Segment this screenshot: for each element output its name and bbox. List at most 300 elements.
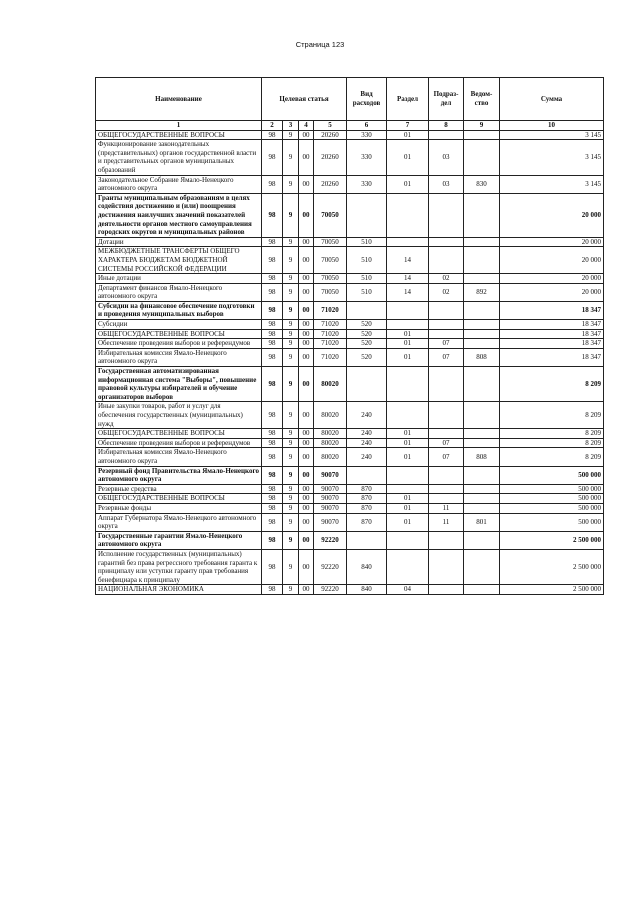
row-name: Аппарат Губернатора Ямало-Ненецкого автономного округа bbox=[96, 513, 262, 531]
row-code-c9 bbox=[464, 274, 500, 284]
row-code-c7: 14 bbox=[387, 274, 429, 284]
row-code-c9 bbox=[464, 140, 500, 175]
row-code-c7: 01 bbox=[387, 429, 429, 439]
row-code-c8 bbox=[429, 247, 464, 274]
column-number-row bbox=[96, 121, 604, 131]
table-row bbox=[96, 283, 604, 301]
col-header-podrazdel: Подраз-дел bbox=[429, 78, 464, 121]
row-code-c6: 510 bbox=[347, 247, 387, 274]
row-sum: 18 347 bbox=[500, 329, 604, 339]
row-sum: 500 000 bbox=[500, 466, 604, 484]
row-code-c3: 9 bbox=[283, 503, 299, 513]
col-header-vedomstvo: Ведом-ство bbox=[464, 78, 500, 121]
row-code-c9 bbox=[464, 339, 500, 349]
row-code-c7: 14 bbox=[387, 247, 429, 274]
row-name: Субсидии bbox=[96, 320, 262, 330]
col-number: 8 bbox=[429, 121, 464, 131]
row-code-c4: 00 bbox=[299, 484, 314, 494]
row-code-c2: 98 bbox=[262, 348, 283, 366]
table-row bbox=[96, 348, 604, 366]
row-code-c2: 98 bbox=[262, 320, 283, 330]
row-sum: 18 347 bbox=[500, 348, 604, 366]
row-code-c7 bbox=[387, 402, 429, 429]
row-sum: 2 500 000 bbox=[500, 549, 604, 584]
row-code-c7 bbox=[387, 549, 429, 584]
row-code-c4: 00 bbox=[299, 130, 314, 140]
row-code-c5: 90070 bbox=[314, 513, 347, 531]
row-code-c5: 71020 bbox=[314, 339, 347, 349]
row-code-c5: 80020 bbox=[314, 438, 347, 448]
row-sum: 2 500 000 bbox=[500, 531, 604, 549]
row-code-c9 bbox=[464, 402, 500, 429]
row-code-c6: 840 bbox=[347, 585, 387, 595]
row-name: НАЦИОНАЛЬНАЯ ЭКОНОМИКА bbox=[96, 585, 262, 595]
row-code-c2: 98 bbox=[262, 503, 283, 513]
row-code-c8 bbox=[429, 494, 464, 504]
row-code-c8: 07 bbox=[429, 348, 464, 366]
row-code-c4: 00 bbox=[299, 531, 314, 549]
page-header: Страница 123 bbox=[295, 40, 345, 49]
table-row bbox=[96, 503, 604, 513]
row-code-c4: 00 bbox=[299, 320, 314, 330]
col-number: 1 bbox=[96, 121, 262, 131]
row-code-c2: 98 bbox=[262, 466, 283, 484]
row-code-c3: 9 bbox=[283, 175, 299, 193]
row-code-c8 bbox=[429, 585, 464, 595]
row-code-c2: 98 bbox=[262, 247, 283, 274]
row-code-c2: 98 bbox=[262, 438, 283, 448]
row-code-c7: 01 bbox=[387, 494, 429, 504]
col-number: 3 bbox=[283, 121, 299, 131]
row-code-c5: 80020 bbox=[314, 429, 347, 439]
row-code-c3: 9 bbox=[283, 466, 299, 484]
row-code-c7: 01 bbox=[387, 438, 429, 448]
row-code-c3: 9 bbox=[283, 429, 299, 439]
col-header-summa: Сумма bbox=[500, 78, 604, 121]
row-name: Иные закупки товаров, работ и услуг для обеспечения государственных (муниципальных) нужд bbox=[96, 402, 262, 429]
row-code-c4: 00 bbox=[299, 193, 314, 237]
row-code-c6 bbox=[347, 531, 387, 549]
row-code-c3: 9 bbox=[283, 448, 299, 466]
row-name: Гранты муниципальным образованиям в целях содействия достижению и (или) поощрения достижения наилучших значений показателей деятельности органов местного самоуправления городских округов и муниципальных районов bbox=[96, 193, 262, 237]
row-code-c5: 92220 bbox=[314, 585, 347, 595]
row-code-c3: 9 bbox=[283, 484, 299, 494]
row-code-c7: 14 bbox=[387, 283, 429, 301]
row-code-c5: 70050 bbox=[314, 283, 347, 301]
row-code-c4: 00 bbox=[299, 513, 314, 531]
row-code-c6: 510 bbox=[347, 283, 387, 301]
row-code-c2: 98 bbox=[262, 175, 283, 193]
row-code-c8 bbox=[429, 301, 464, 319]
table-row bbox=[96, 320, 604, 330]
row-code-c4: 00 bbox=[299, 367, 314, 402]
row-name: ОБЩЕГОСУДАРСТВЕННЫЕ ВОПРОСЫ bbox=[96, 429, 262, 439]
row-code-c4: 00 bbox=[299, 549, 314, 584]
row-code-c6: 330 bbox=[347, 140, 387, 175]
row-code-c7: 01 bbox=[387, 130, 429, 140]
row-sum: 3 145 bbox=[500, 130, 604, 140]
row-code-c7 bbox=[387, 237, 429, 247]
row-code-c4: 00 bbox=[299, 274, 314, 284]
row-code-c9 bbox=[464, 320, 500, 330]
row-code-c4: 00 bbox=[299, 585, 314, 595]
row-code-c3: 9 bbox=[283, 193, 299, 237]
row-code-c5: 20260 bbox=[314, 175, 347, 193]
row-code-c2: 98 bbox=[262, 549, 283, 584]
row-code-c2: 98 bbox=[262, 237, 283, 247]
row-code-c2: 98 bbox=[262, 140, 283, 175]
row-code-c5: 70050 bbox=[314, 237, 347, 247]
row-code-c7: 01 bbox=[387, 348, 429, 366]
row-code-c8: 11 bbox=[429, 513, 464, 531]
table-body bbox=[96, 130, 604, 594]
table-row bbox=[96, 484, 604, 494]
row-code-c9 bbox=[464, 484, 500, 494]
table-row bbox=[96, 140, 604, 175]
table-row bbox=[96, 329, 604, 339]
row-name: Законодательное Собрание Ямало-Ненецкого автономного округа bbox=[96, 175, 262, 193]
col-number: 10 bbox=[500, 121, 604, 131]
row-code-c2: 98 bbox=[262, 494, 283, 504]
table-row bbox=[96, 513, 604, 531]
row-code-c5: 71020 bbox=[314, 329, 347, 339]
row-name: Резервные фонды bbox=[96, 503, 262, 513]
row-name: ОБЩЕГОСУДАРСТВЕННЫЕ ВОПРОСЫ bbox=[96, 329, 262, 339]
row-code-c2: 98 bbox=[262, 274, 283, 284]
row-code-c6 bbox=[347, 193, 387, 237]
row-code-c8: 03 bbox=[429, 175, 464, 193]
row-name: Резервные средства bbox=[96, 484, 262, 494]
row-code-c4: 00 bbox=[299, 329, 314, 339]
row-code-c5: 90070 bbox=[314, 466, 347, 484]
row-code-c8: 07 bbox=[429, 448, 464, 466]
row-code-c4: 00 bbox=[299, 175, 314, 193]
row-sum: 20 000 bbox=[500, 274, 604, 284]
row-code-c3: 9 bbox=[283, 283, 299, 301]
table-row bbox=[96, 339, 604, 349]
row-code-c7 bbox=[387, 301, 429, 319]
row-code-c6: 520 bbox=[347, 348, 387, 366]
row-sum: 8 209 bbox=[500, 367, 604, 402]
row-code-c3: 9 bbox=[283, 513, 299, 531]
row-sum: 20 000 bbox=[500, 237, 604, 247]
row-code-c8 bbox=[429, 329, 464, 339]
row-code-c6: 510 bbox=[347, 237, 387, 247]
row-code-c4: 00 bbox=[299, 348, 314, 366]
row-code-c4: 00 bbox=[299, 283, 314, 301]
row-code-c9 bbox=[464, 585, 500, 595]
row-code-c7: 01 bbox=[387, 140, 429, 175]
row-code-c8 bbox=[429, 484, 464, 494]
row-code-c5: 80020 bbox=[314, 448, 347, 466]
row-code-c9 bbox=[464, 237, 500, 247]
row-code-c9 bbox=[464, 301, 500, 319]
row-code-c9 bbox=[464, 193, 500, 237]
row-code-c3: 9 bbox=[283, 348, 299, 366]
table-row bbox=[96, 429, 604, 439]
row-name: Избирательная комиссия Ямало-Ненецкого автономного округа bbox=[96, 448, 262, 466]
row-code-c6: 240 bbox=[347, 438, 387, 448]
row-code-c7: 01 bbox=[387, 329, 429, 339]
col-header-name: Наименование bbox=[96, 78, 262, 121]
table-row bbox=[96, 130, 604, 140]
row-code-c8: 03 bbox=[429, 140, 464, 175]
row-code-c2: 98 bbox=[262, 339, 283, 349]
row-code-c2: 98 bbox=[262, 283, 283, 301]
col-header-razdel: Раздел bbox=[387, 78, 429, 121]
row-code-c5: 70050 bbox=[314, 247, 347, 274]
row-code-c2: 98 bbox=[262, 193, 283, 237]
table-row bbox=[96, 274, 604, 284]
row-code-c2: 98 bbox=[262, 448, 283, 466]
row-code-c7 bbox=[387, 320, 429, 330]
row-code-c4: 00 bbox=[299, 503, 314, 513]
col-number: 6 bbox=[347, 121, 387, 131]
row-code-c7 bbox=[387, 193, 429, 237]
row-code-c3: 9 bbox=[283, 247, 299, 274]
row-code-c4: 00 bbox=[299, 402, 314, 429]
row-code-c3: 9 bbox=[283, 402, 299, 429]
row-code-c8 bbox=[429, 193, 464, 237]
row-code-c6: 520 bbox=[347, 329, 387, 339]
row-code-c9 bbox=[464, 531, 500, 549]
row-code-c2: 98 bbox=[262, 301, 283, 319]
row-code-c8 bbox=[429, 130, 464, 140]
table-row bbox=[96, 585, 604, 595]
row-code-c8 bbox=[429, 402, 464, 429]
row-code-c8 bbox=[429, 367, 464, 402]
row-code-c5: 92220 bbox=[314, 549, 347, 584]
header-row bbox=[96, 78, 604, 121]
row-code-c5: 71020 bbox=[314, 320, 347, 330]
col-number: 9 bbox=[464, 121, 500, 131]
row-sum: 500 000 bbox=[500, 494, 604, 504]
row-code-c5: 80020 bbox=[314, 367, 347, 402]
row-name: Иные дотации bbox=[96, 274, 262, 284]
row-code-c4: 00 bbox=[299, 140, 314, 175]
row-code-c9: 892 bbox=[464, 283, 500, 301]
row-code-c8 bbox=[429, 466, 464, 484]
row-code-c6 bbox=[347, 301, 387, 319]
row-code-c5: 70050 bbox=[314, 274, 347, 284]
row-code-c9 bbox=[464, 247, 500, 274]
row-name: Избирательная комиссия Ямало-Ненецкого автономного округа bbox=[96, 348, 262, 366]
row-name: Обеспечение проведения выборов и референдумов bbox=[96, 339, 262, 349]
row-code-c5: 90070 bbox=[314, 503, 347, 513]
row-code-c6: 510 bbox=[347, 274, 387, 284]
row-code-c6: 520 bbox=[347, 339, 387, 349]
row-sum: 20 000 bbox=[500, 283, 604, 301]
row-name: Государственная автоматизированная информационная система "Выборы", повышение правовой культуры избирателей и обучение организаторов выборов bbox=[96, 367, 262, 402]
row-sum: 8 209 bbox=[500, 448, 604, 466]
row-code-c2: 98 bbox=[262, 429, 283, 439]
row-name: Исполнение государственных (муниципальных) гарантий без права регрессного требования гаранта к принципалу или уступки гаранту прав требования бенефициара к принципалу bbox=[96, 549, 262, 584]
col-number: 4 bbox=[299, 121, 314, 131]
row-code-c2: 98 bbox=[262, 329, 283, 339]
row-sum: 18 347 bbox=[500, 301, 604, 319]
row-code-c3: 9 bbox=[283, 367, 299, 402]
row-code-c9: 808 bbox=[464, 348, 500, 366]
row-name: Резервный фонд Правительства Ямало-Ненецкого автономного округа bbox=[96, 466, 262, 484]
row-code-c4: 00 bbox=[299, 429, 314, 439]
row-code-c4: 00 bbox=[299, 247, 314, 274]
row-code-c7 bbox=[387, 484, 429, 494]
row-sum: 8 209 bbox=[500, 438, 604, 448]
row-sum: 500 000 bbox=[500, 484, 604, 494]
row-code-c2: 98 bbox=[262, 367, 283, 402]
row-code-c5: 92220 bbox=[314, 531, 347, 549]
row-code-c5: 20260 bbox=[314, 140, 347, 175]
row-code-c6: 870 bbox=[347, 494, 387, 504]
row-code-c4: 00 bbox=[299, 494, 314, 504]
row-code-c3: 9 bbox=[283, 320, 299, 330]
row-code-c9 bbox=[464, 329, 500, 339]
table-row bbox=[96, 402, 604, 429]
row-code-c8: 07 bbox=[429, 438, 464, 448]
row-code-c4: 00 bbox=[299, 448, 314, 466]
row-code-c9: 808 bbox=[464, 448, 500, 466]
row-code-c8: 11 bbox=[429, 503, 464, 513]
row-code-c7: 01 bbox=[387, 503, 429, 513]
row-name: Функционирование законодательных (представительных) органов государственной власти и представительных органов муниципальных образований bbox=[96, 140, 262, 175]
row-code-c9 bbox=[464, 429, 500, 439]
row-code-c6: 840 bbox=[347, 549, 387, 584]
row-code-c8: 02 bbox=[429, 274, 464, 284]
row-code-c4: 00 bbox=[299, 466, 314, 484]
row-code-c3: 9 bbox=[283, 329, 299, 339]
row-code-c5: 90070 bbox=[314, 484, 347, 494]
row-code-c7: 01 bbox=[387, 175, 429, 193]
table-row bbox=[96, 175, 604, 193]
row-code-c6: 870 bbox=[347, 484, 387, 494]
row-name: МЕЖБЮДЖЕТНЫЕ ТРАНСФЕРТЫ ОБЩЕГО ХАРАКТЕРА БЮДЖЕТАМ БЮДЖЕТНОЙ СИСТЕМЫ РОССИЙСКОЙ ФЕДЕРАЦИИ bbox=[96, 247, 262, 274]
col-number: 7 bbox=[387, 121, 429, 131]
row-code-c6: 870 bbox=[347, 513, 387, 531]
table-row bbox=[96, 438, 604, 448]
row-sum: 18 347 bbox=[500, 320, 604, 330]
row-sum: 500 000 bbox=[500, 503, 604, 513]
row-code-c8 bbox=[429, 320, 464, 330]
row-name: Департамент финансов Ямало-Ненецкого автономного округа bbox=[96, 283, 262, 301]
row-code-c4: 00 bbox=[299, 237, 314, 247]
row-code-c5: 80020 bbox=[314, 402, 347, 429]
row-code-c4: 00 bbox=[299, 301, 314, 319]
table-row bbox=[96, 367, 604, 402]
row-code-c3: 9 bbox=[283, 494, 299, 504]
row-code-c9 bbox=[464, 494, 500, 504]
row-code-c7: 04 bbox=[387, 585, 429, 595]
row-code-c5: 70050 bbox=[314, 193, 347, 237]
row-name: Государственные гарантии Ямало-Ненецкого автономного округа bbox=[96, 531, 262, 549]
row-code-c6: 240 bbox=[347, 448, 387, 466]
row-code-c5: 71020 bbox=[314, 301, 347, 319]
row-sum: 3 145 bbox=[500, 175, 604, 193]
row-code-c3: 9 bbox=[283, 549, 299, 584]
row-code-c8 bbox=[429, 429, 464, 439]
row-name: ОБЩЕГОСУДАРСТВЕННЫЕ ВОПРОСЫ bbox=[96, 494, 262, 504]
row-code-c3: 9 bbox=[283, 130, 299, 140]
table-row bbox=[96, 301, 604, 319]
row-code-c8: 02 bbox=[429, 283, 464, 301]
row-sum: 2 500 000 bbox=[500, 585, 604, 595]
row-code-c2: 98 bbox=[262, 585, 283, 595]
row-code-c3: 9 bbox=[283, 585, 299, 595]
row-code-c7 bbox=[387, 531, 429, 549]
row-code-c9 bbox=[464, 549, 500, 584]
row-code-c4: 00 bbox=[299, 339, 314, 349]
row-code-c4: 00 bbox=[299, 438, 314, 448]
row-code-c9 bbox=[464, 130, 500, 140]
row-code-c6: 870 bbox=[347, 503, 387, 513]
row-code-c5: 71020 bbox=[314, 348, 347, 366]
row-code-c8 bbox=[429, 531, 464, 549]
table-row bbox=[96, 193, 604, 237]
row-code-c6: 330 bbox=[347, 175, 387, 193]
row-code-c3: 9 bbox=[283, 438, 299, 448]
row-sum: 8 209 bbox=[500, 402, 604, 429]
row-code-c2: 98 bbox=[262, 402, 283, 429]
row-code-c2: 98 bbox=[262, 484, 283, 494]
row-code-c8 bbox=[429, 549, 464, 584]
row-sum: 20 000 bbox=[500, 247, 604, 274]
row-code-c3: 9 bbox=[283, 301, 299, 319]
row-code-c2: 98 bbox=[262, 513, 283, 531]
row-code-c9 bbox=[464, 438, 500, 448]
row-code-c8: 07 bbox=[429, 339, 464, 349]
table-row bbox=[96, 494, 604, 504]
row-code-c9 bbox=[464, 367, 500, 402]
row-code-c2: 98 bbox=[262, 130, 283, 140]
row-name: Дотации bbox=[96, 237, 262, 247]
table-row bbox=[96, 448, 604, 466]
row-code-c7 bbox=[387, 367, 429, 402]
row-code-c8 bbox=[429, 237, 464, 247]
row-code-c7: 01 bbox=[387, 448, 429, 466]
col-number: 2 bbox=[262, 121, 283, 131]
row-code-c3: 9 bbox=[283, 531, 299, 549]
row-sum: 3 145 bbox=[500, 140, 604, 175]
col-number: 5 bbox=[314, 121, 347, 131]
row-code-c3: 9 bbox=[283, 140, 299, 175]
row-code-c7: 01 bbox=[387, 339, 429, 349]
row-code-c3: 9 bbox=[283, 237, 299, 247]
table-row bbox=[96, 247, 604, 274]
row-sum: 18 347 bbox=[500, 339, 604, 349]
row-name: ОБЩЕГОСУДАРСТВЕННЫЕ ВОПРОСЫ bbox=[96, 130, 262, 140]
row-code-c9: 830 bbox=[464, 175, 500, 193]
row-code-c3: 9 bbox=[283, 339, 299, 349]
col-header-target: Целевая статья bbox=[262, 78, 347, 121]
row-code-c6 bbox=[347, 367, 387, 402]
row-code-c9 bbox=[464, 466, 500, 484]
row-code-c6: 330 bbox=[347, 130, 387, 140]
row-name: Обеспечение проведения выборов и референдумов bbox=[96, 438, 262, 448]
row-name: Субсидии на финансовое обеспечение подготовки и проведения муниципальных выборов bbox=[96, 301, 262, 319]
col-header-vid: Вид расходов bbox=[347, 78, 387, 121]
row-code-c6: 240 bbox=[347, 429, 387, 439]
row-code-c7: 01 bbox=[387, 513, 429, 531]
row-code-c6: 520 bbox=[347, 320, 387, 330]
row-code-c6: 240 bbox=[347, 402, 387, 429]
row-sum: 20 000 bbox=[500, 193, 604, 237]
row-code-c9: 801 bbox=[464, 513, 500, 531]
table-row bbox=[96, 531, 604, 549]
row-code-c3: 9 bbox=[283, 274, 299, 284]
row-sum: 8 209 bbox=[500, 429, 604, 439]
row-code-c5: 90070 bbox=[314, 494, 347, 504]
row-code-c6 bbox=[347, 466, 387, 484]
budget-table bbox=[95, 77, 604, 595]
